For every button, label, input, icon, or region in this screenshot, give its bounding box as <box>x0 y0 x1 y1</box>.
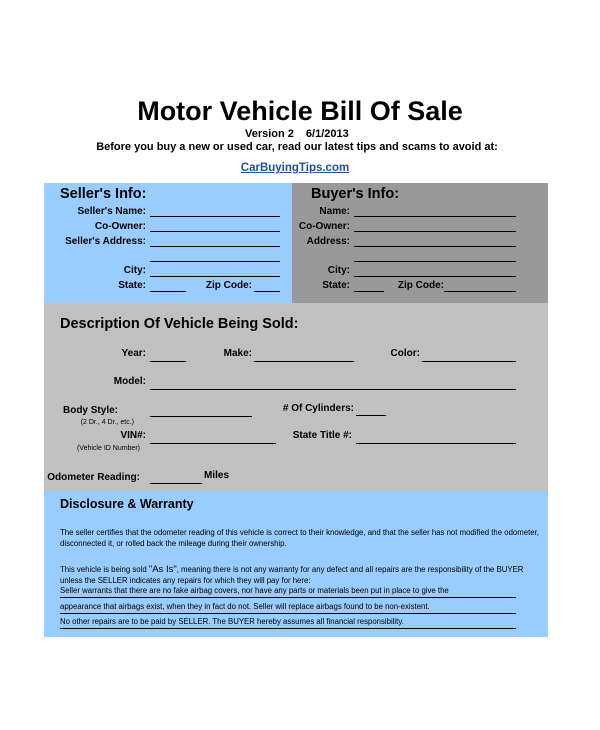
color-label: Color: <box>390 348 420 359</box>
state-title-field[interactable] <box>356 443 516 444</box>
vehicle-description-panel <box>44 303 548 491</box>
version-date: 6/1/2013 <box>305 128 349 140</box>
state-title-label: State Title #: <box>292 430 352 441</box>
warranty-line-3[interactable]: No other repairs are to be paid by SELLER. The BUYER hereby assumes all financial responsibility. <box>60 617 404 626</box>
year-label: Year: <box>121 348 146 359</box>
seller-city-label: City: <box>123 265 146 276</box>
vin-hint: (Vehicle ID Number) <box>76 445 140 452</box>
as-is-text <box>60 564 542 586</box>
buyer-name-label: Name: <box>319 206 350 217</box>
seller-address-field-2[interactable] <box>150 261 280 262</box>
warranty-line-2[interactable]: appearance that airbags exist, when they in fact do not. Seller will replace airbags found to be non-existent. <box>60 602 430 611</box>
disclosure-heading: Disclosure & Warranty <box>60 497 194 511</box>
body-style-hint: (2 Dr., 4 Dr., etc.) <box>80 419 134 426</box>
warranty-rule-3 <box>60 628 516 629</box>
as-is-emphasis: "As Is" <box>148 564 177 575</box>
buyer-coowner-field[interactable] <box>354 231 516 232</box>
color-field[interactable] <box>422 361 516 362</box>
page-title: Motor Vehicle Bill Of Sale <box>137 96 463 126</box>
vin-label: VIN#: <box>120 430 146 441</box>
seller-state-label: State: <box>118 280 146 291</box>
buyer-address-label: Address: <box>306 236 350 247</box>
body-style-label: Body Style: <box>62 405 118 416</box>
buyer-zip-label: Zip Code: <box>397 280 444 291</box>
seller-zip-label: Zip Code: <box>205 280 252 291</box>
miles-label: Miles <box>204 470 230 481</box>
seller-info-panel <box>44 183 292 303</box>
warranty-line-1[interactable]: Seller warrants that there are no fake airbag covers, nor have any parts or materials been put in place to give the <box>60 586 449 595</box>
buyer-city-label: City: <box>327 265 350 276</box>
seller-coowner-label: Co-Owner: <box>94 221 146 232</box>
make-field[interactable] <box>254 361 354 362</box>
seller-address-field-1[interactable] <box>150 246 280 247</box>
seller-state-field[interactable] <box>150 291 186 292</box>
buyer-address-field-1[interactable] <box>354 246 516 247</box>
buyer-coowner-label: Co-Owner: <box>298 221 350 232</box>
seller-address-label: Seller's Address: <box>65 236 146 247</box>
buyer-info-heading: Buyer's Info: <box>311 186 400 202</box>
odometer-label: Odometer Reading: <box>47 472 140 483</box>
make-label: Make: <box>223 348 252 359</box>
vehicle-description-heading: Description Of Vehicle Being Sold: <box>60 316 299 332</box>
vin-field[interactable] <box>150 443 276 444</box>
carbuyingtips-link[interactable]: CarBuyingTips.com <box>240 162 350 174</box>
version-label: Version 2 <box>245 128 294 140</box>
as-is-text-end: , meaning there is not any warranty for any defect and all repairs are the responsibility of the BUYER unless the SELLER indicates any repairs for which they will pay for here: <box>60 565 524 585</box>
buyer-zip-field[interactable] <box>444 291 516 292</box>
seller-name-label: Seller's Name: <box>77 206 146 217</box>
cylinders-field[interactable] <box>356 415 386 416</box>
model-field[interactable] <box>150 389 516 390</box>
seller-info-heading: Seller's Info: <box>60 186 147 202</box>
cylinders-label: # Of Cylinders: <box>282 403 354 414</box>
buyer-state-label: State: <box>322 280 350 291</box>
odometer-field[interactable] <box>150 483 202 484</box>
odometer-certification-text: The seller certifies that the odometer reading of this vehicle is correct to their knowledge, and that the seller has not modified the odometer, disconnected it, or rolled back the mileage during their ownership. <box>60 528 539 548</box>
buyer-info-panel <box>292 183 548 303</box>
version-line <box>245 128 349 140</box>
seller-city-field[interactable] <box>150 276 280 277</box>
buyer-name-field[interactable] <box>354 216 516 217</box>
buyer-state-field[interactable] <box>354 291 384 292</box>
year-field[interactable] <box>150 361 186 362</box>
warranty-rule-2 <box>60 613 516 614</box>
seller-coowner-field[interactable] <box>150 231 280 232</box>
intro-text: Before you buy a new or used car, read our latest tips and scams to avoid at: <box>96 141 498 153</box>
as-is-text-start: This vehicle is being sold <box>60 565 149 574</box>
warranty-rule-1 <box>60 597 516 598</box>
buyer-address-field-2[interactable] <box>354 261 516 262</box>
seller-zip-field[interactable] <box>254 291 280 292</box>
seller-name-field[interactable] <box>150 216 280 217</box>
model-label: Model: <box>113 376 146 387</box>
body-style-field[interactable] <box>150 416 252 417</box>
disclosure-warranty-panel <box>44 491 548 637</box>
buyer-city-field[interactable] <box>354 276 516 277</box>
